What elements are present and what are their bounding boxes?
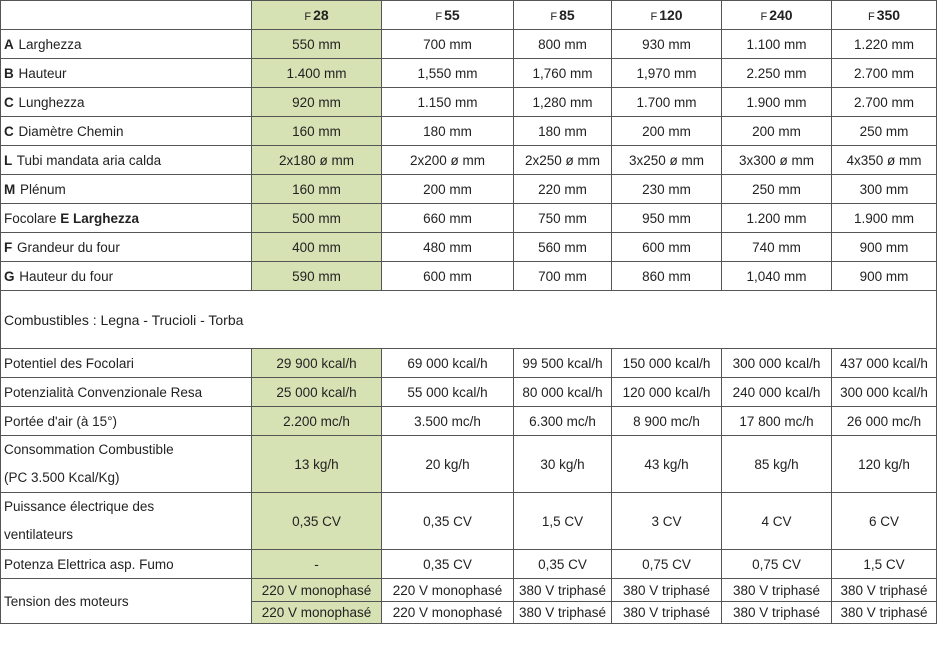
cell-text: 28 xyxy=(313,7,329,23)
table-cell: 3x300 ø mm xyxy=(722,146,832,175)
table-cell: 950 mm xyxy=(612,204,722,233)
row-label: Potenzialità Convenzionale Resa xyxy=(1,378,252,407)
table-row xyxy=(1,378,937,407)
table-cell: 900 mm xyxy=(832,233,937,262)
row-label xyxy=(1,117,252,146)
table-cell: 930 mm xyxy=(612,30,722,59)
table-cell: 900 mm xyxy=(832,262,937,291)
cell-text: L xyxy=(4,152,13,168)
cell-text: C xyxy=(4,123,14,139)
table-cell: 1.200 mm xyxy=(722,204,832,233)
table-cell: 550 mm xyxy=(252,30,382,59)
cell-text: 380 V triphasé xyxy=(612,601,721,623)
cell-text: 220 V monophasé xyxy=(252,601,381,623)
table-cell: 560 mm xyxy=(514,233,612,262)
model-header xyxy=(252,1,382,30)
section-row xyxy=(1,291,937,349)
table-cell: 26 000 mc/h xyxy=(832,407,937,436)
cell-text: A xyxy=(4,36,14,52)
table-row xyxy=(1,204,937,233)
table-cell: 2.250 mm xyxy=(722,59,832,88)
table-cell: 120 kg/h xyxy=(832,436,937,493)
table-row xyxy=(1,30,937,59)
table-cell: 250 mm xyxy=(832,117,937,146)
cell-text: F xyxy=(304,11,312,23)
table-cell: 437 000 kcal/h xyxy=(832,349,937,378)
table-cell: 2x180 ø mm xyxy=(252,146,382,175)
table-cell: 1,5 CV xyxy=(832,550,937,579)
cell-text: 380 V triphasé xyxy=(722,601,831,623)
table-cell: 200 mm xyxy=(722,117,832,146)
table-cell: 2x250 ø mm xyxy=(514,146,612,175)
table-row xyxy=(1,88,937,117)
row-label xyxy=(1,175,252,204)
table-cell: 150 000 kcal/h xyxy=(612,349,722,378)
table-cell: 180 mm xyxy=(514,117,612,146)
cell-text: 380 V triphasé xyxy=(832,601,936,623)
table-cell: 600 mm xyxy=(612,233,722,262)
table-cell: 3.500 mc/h xyxy=(382,407,514,436)
table-cell: 3x250 ø mm xyxy=(612,146,722,175)
model-header xyxy=(722,1,832,30)
table-cell: 1.900 mm xyxy=(832,204,937,233)
table-cell: 1,970 mm xyxy=(612,59,722,88)
table-cell: 700 mm xyxy=(382,30,514,59)
table-cell: 500 mm xyxy=(252,204,382,233)
table-cell: 6.300 mc/h xyxy=(514,407,612,436)
table-cell: 220 mm xyxy=(514,175,612,204)
row-label xyxy=(1,204,252,233)
table-cell: 4 CV xyxy=(722,493,832,550)
cell-text: 350 xyxy=(876,7,901,23)
table-row xyxy=(1,550,937,579)
table-cell xyxy=(514,579,612,624)
row-label xyxy=(1,262,252,291)
model-header xyxy=(612,1,722,30)
table-cell xyxy=(252,579,382,624)
table-cell: 400 mm xyxy=(252,233,382,262)
table-row xyxy=(1,233,937,262)
table-cell: 0,75 CV xyxy=(722,550,832,579)
table-cell: 43 kg/h xyxy=(612,436,722,493)
cell-text: 240 xyxy=(769,7,793,23)
cell-text: 220 V monophasé xyxy=(392,582,503,598)
row-label: Potentiel des Focolari xyxy=(1,349,252,378)
cell-text: Diamètre Chemin xyxy=(14,123,124,139)
table-cell xyxy=(612,579,722,624)
table-cell: 860 mm xyxy=(612,262,722,291)
table-cell: 120 000 kcal/h xyxy=(612,378,722,407)
cell-text: F xyxy=(435,11,443,23)
cell-text: Lunghezza xyxy=(14,94,85,110)
table-cell: 1,040 mm xyxy=(722,262,832,291)
table-row xyxy=(1,59,937,88)
table-cell: 29 900 kcal/h xyxy=(252,349,382,378)
table-cell: 0,35 CV xyxy=(252,493,382,550)
table-cell: 800 mm xyxy=(514,30,612,59)
row-label xyxy=(1,436,252,493)
cell-text: 55 xyxy=(444,7,460,23)
table-cell: 0,75 CV xyxy=(612,550,722,579)
table-cell: 2.700 mm xyxy=(832,59,937,88)
cell-text: E Larghezza xyxy=(60,210,140,226)
table-cell: 700 mm xyxy=(514,262,612,291)
cell-text: G xyxy=(4,268,15,284)
table-cell: 160 mm xyxy=(252,175,382,204)
row-label xyxy=(1,88,252,117)
table-cell: 180 mm xyxy=(382,117,514,146)
cell-text: 220 V monophasé xyxy=(261,582,372,598)
cell-text: M xyxy=(4,181,16,197)
table-cell: 300 mm xyxy=(832,175,937,204)
row-label xyxy=(1,493,252,550)
table-cell: 99 500 kcal/h xyxy=(514,349,612,378)
cell-text: 380 V triphasé xyxy=(622,582,711,598)
table-cell: 55 000 kcal/h xyxy=(382,378,514,407)
cell-text: Focolare xyxy=(4,210,61,226)
model-header xyxy=(514,1,612,30)
table-cell: 25 000 kcal/h xyxy=(252,378,382,407)
model-header xyxy=(832,1,937,30)
table-cell xyxy=(832,579,937,624)
table-cell: 250 mm xyxy=(722,175,832,204)
table-cell: 2.200 mc/h xyxy=(252,407,382,436)
cell-text: 380 V triphasé xyxy=(840,582,928,598)
table-row xyxy=(1,262,937,291)
table-cell: 590 mm xyxy=(252,262,382,291)
table-cell: 300 000 kcal/h xyxy=(832,378,937,407)
cell-text: 85 xyxy=(559,7,575,23)
cell-text: (PC 3.500 Kcal/Kg) xyxy=(4,470,120,485)
table-row xyxy=(1,117,937,146)
cell-text: Larghezza xyxy=(14,36,82,52)
table-cell: 13 kg/h xyxy=(252,436,382,493)
cell-text: Consommation Combustible xyxy=(4,442,174,457)
table-cell: 85 kg/h xyxy=(722,436,832,493)
cell-text: F xyxy=(550,11,558,23)
table-cell: 20 kg/h xyxy=(382,436,514,493)
cell-text: Puissance électrique des xyxy=(4,499,155,514)
table-cell: 200 mm xyxy=(612,117,722,146)
table-cell: 1.900 mm xyxy=(722,88,832,117)
table-cell: 2.700 mm xyxy=(832,88,937,117)
table-cell: 1,5 CV xyxy=(514,493,612,550)
cell-text: Plénum xyxy=(16,181,66,197)
table-cell: 4x350 ø mm xyxy=(832,146,937,175)
table-cell: 0,35 CV xyxy=(382,550,514,579)
cell-text: ventilateurs xyxy=(4,527,74,542)
table-cell: 1,280 mm xyxy=(514,88,612,117)
cell-text: Hauteur du four xyxy=(15,268,114,284)
header-blank xyxy=(1,1,252,30)
table-cell: 0,35 CV xyxy=(514,550,612,579)
table-cell xyxy=(382,579,514,624)
table-row xyxy=(1,349,937,378)
table-cell: 300 000 kcal/h xyxy=(722,349,832,378)
section-title: Combustibles : Legna - Trucioli - Torba xyxy=(1,291,937,349)
table-cell: 30 kg/h xyxy=(514,436,612,493)
row-label: Potenza Elettrica asp. Fumo xyxy=(1,550,252,579)
table-row xyxy=(1,407,937,436)
table-row xyxy=(1,175,937,204)
table-cell: 8 900 mc/h xyxy=(612,407,722,436)
table-cell: 160 mm xyxy=(252,117,382,146)
table-cell: 6 CV xyxy=(832,493,937,550)
table-row xyxy=(1,579,937,624)
row-label: Tension des moteurs xyxy=(1,579,252,624)
table-cell: 600 mm xyxy=(382,262,514,291)
table-cell: 69 000 kcal/h xyxy=(382,349,514,378)
cell-text: F xyxy=(650,11,658,23)
table-cell: 1.400 mm xyxy=(252,59,382,88)
table-cell: 1.150 mm xyxy=(382,88,514,117)
cell-text: F xyxy=(760,11,768,23)
row-label: Portée d'air (à 15°) xyxy=(1,407,252,436)
table-cell: 3 CV xyxy=(612,493,722,550)
row-label xyxy=(1,59,252,88)
table-cell: 1.100 mm xyxy=(722,30,832,59)
table-cell: 200 mm xyxy=(382,175,514,204)
table-cell: 80 000 kcal/h xyxy=(514,378,612,407)
table-cell: 230 mm xyxy=(612,175,722,204)
row-label xyxy=(1,30,252,59)
cell-text: F xyxy=(867,11,875,23)
table-cell: 1,760 mm xyxy=(514,59,612,88)
cell-text: Tubi mandata aria calda xyxy=(13,152,162,168)
cell-text: C xyxy=(4,94,14,110)
cell-text: 380 V triphasé xyxy=(518,582,607,598)
table-row xyxy=(1,493,937,550)
cell-text: 380 V triphasé xyxy=(732,582,821,598)
cell-text: F xyxy=(4,239,13,255)
cell-text: B xyxy=(4,65,14,81)
table-cell: 240 000 kcal/h xyxy=(722,378,832,407)
table-cell: 1.700 mm xyxy=(612,88,722,117)
table-cell: - xyxy=(252,550,382,579)
table-cell: 740 mm xyxy=(722,233,832,262)
row-label xyxy=(1,233,252,262)
cell-text: 120 xyxy=(659,7,683,23)
table-row xyxy=(1,146,937,175)
table-cell: 1,550 mm xyxy=(382,59,514,88)
cell-text: 220 V monophasé xyxy=(382,601,513,623)
table-row xyxy=(1,436,937,493)
cell-text: Hauteur xyxy=(14,65,67,81)
table-cell: 1.220 mm xyxy=(832,30,937,59)
table-cell xyxy=(722,579,832,624)
cell-text: Grandeur du four xyxy=(13,239,120,255)
table-cell: 920 mm xyxy=(252,88,382,117)
model-header xyxy=(382,1,514,30)
table-cell: 660 mm xyxy=(382,204,514,233)
table-cell: 0,35 CV xyxy=(382,493,514,550)
table-cell: 2x200 ø mm xyxy=(382,146,514,175)
table-cell: 750 mm xyxy=(514,204,612,233)
table-cell: 17 800 mc/h xyxy=(722,407,832,436)
cell-text: 380 V triphasé xyxy=(514,601,611,623)
table-cell: 480 mm xyxy=(382,233,514,262)
row-label xyxy=(1,146,252,175)
header-row xyxy=(1,1,937,30)
